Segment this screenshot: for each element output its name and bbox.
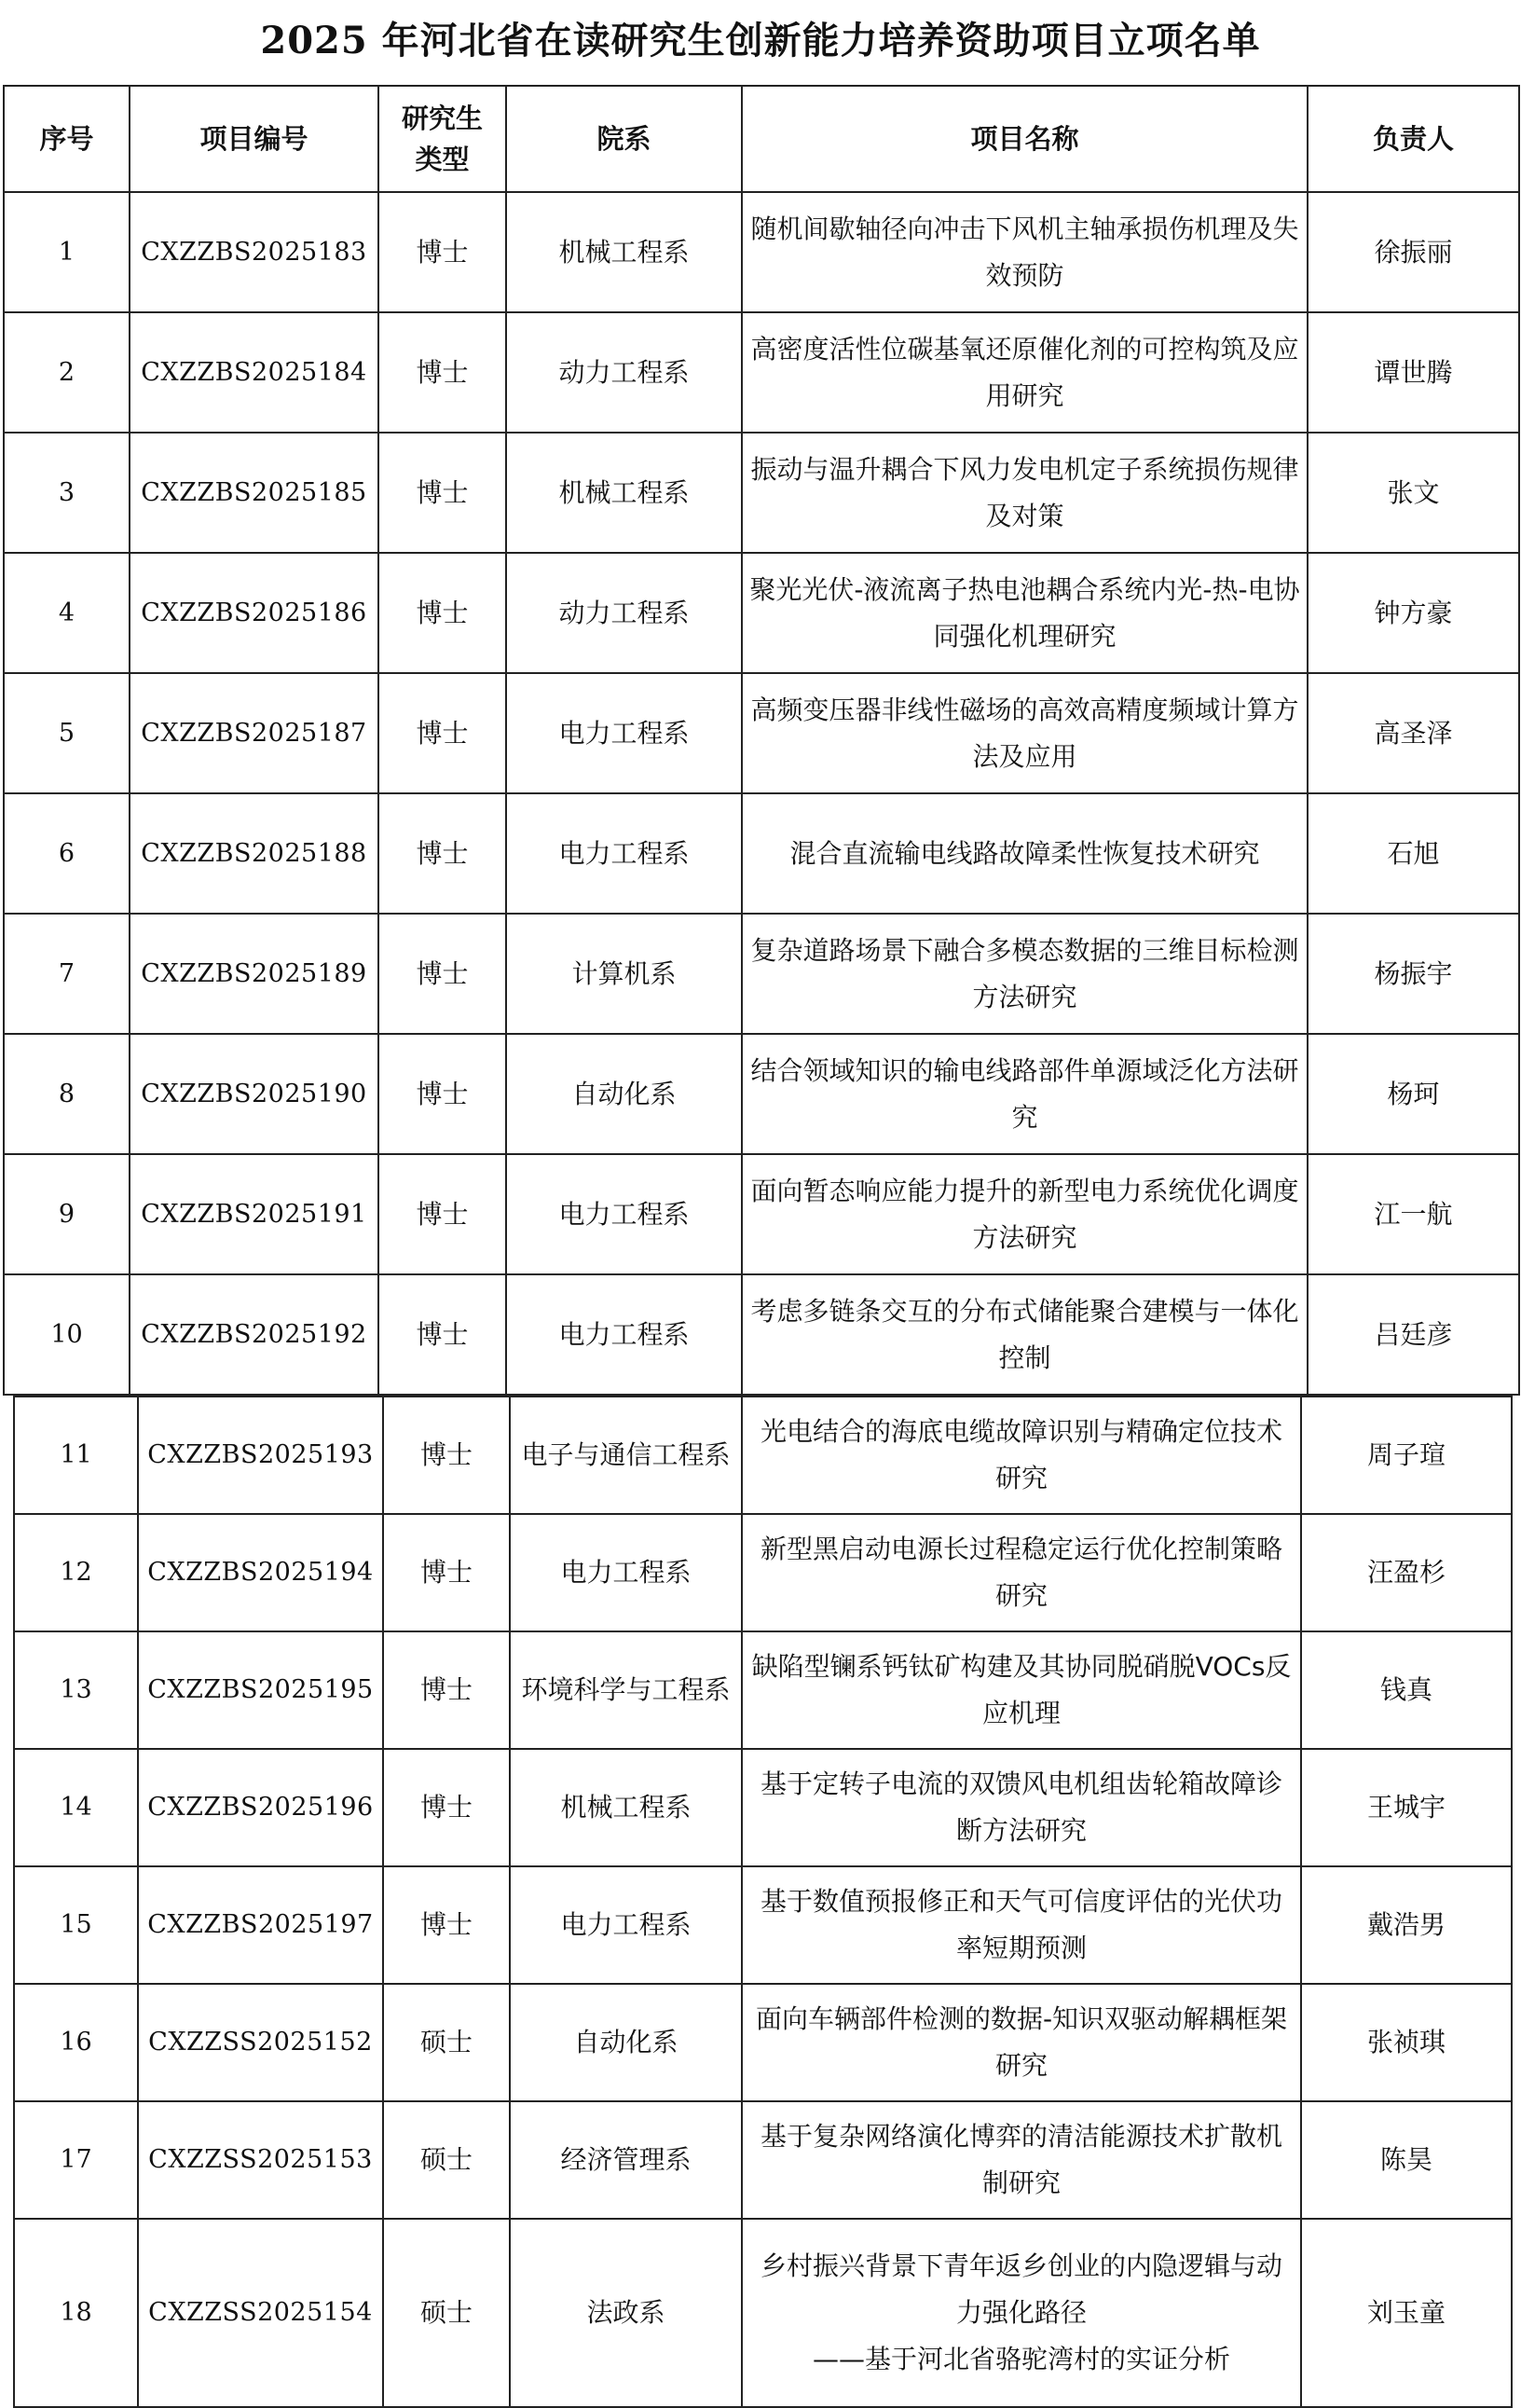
project-table-part-1 [3, 85, 1520, 1396]
header-type [378, 86, 506, 192]
row-type: 博士 [383, 1514, 510, 1631]
row-type: 博士 [378, 793, 506, 914]
row-type: 博士 [378, 192, 506, 312]
row-lead: 谭世腾 [1308, 312, 1519, 433]
row-seq: 12 [14, 1514, 138, 1631]
row-code: CXZZBS2025190 [130, 1034, 378, 1154]
row-project-name: 新型黑启动电源长过程稳定运行优化控制策略研究 [742, 1514, 1301, 1631]
row-seq: 4 [4, 553, 130, 673]
row-project-name: 基于定转子电流的双馈风电机组齿轮箱故障诊断方法研究 [742, 1749, 1301, 1866]
row-project-name: 考虑多链条交互的分布式储能聚合建模与一体化控制 [742, 1274, 1308, 1395]
table-row [4, 793, 1519, 914]
table-row [4, 312, 1519, 433]
row-seq: 5 [4, 673, 130, 793]
project-table-part-2 [13, 1396, 1513, 2408]
table-row [14, 1866, 1512, 1984]
row-code: CXZZBS2025192 [130, 1274, 378, 1395]
row-dept: 法政系 [510, 2219, 742, 2407]
row-project-name: 乡村振兴背景下青年返乡创业的内隐逻辑与动力强化路径 [760, 2250, 1282, 2328]
row-type: 博士 [383, 1866, 510, 1984]
row-code: CXZZSS2025152 [138, 1984, 383, 2101]
row-project-name: 基于数值预报修正和天气可信度评估的光伏功率短期预测 [742, 1866, 1301, 1984]
row-lead: 江一航 [1308, 1154, 1519, 1274]
row-project-name: 聚光光伏-液流离子热电池耦合系统内光-热-电协同强化机理研究 [742, 553, 1308, 673]
row-lead: 杨振宇 [1308, 914, 1519, 1034]
row-dept: 机械工程系 [506, 192, 742, 312]
table-row [14, 1514, 1512, 1631]
row-code: CXZZBS2025196 [138, 1749, 383, 1866]
table-row [4, 1154, 1519, 1274]
header-name: 项目名称 [742, 86, 1308, 192]
row-code: CXZZBS2025186 [130, 553, 378, 673]
row-lead: 吕廷彦 [1308, 1274, 1519, 1395]
table-row [14, 1984, 1512, 2101]
header-lead: 负责人 [1308, 86, 1519, 192]
row-seq: 3 [4, 433, 130, 553]
row-dept: 电力工程系 [506, 673, 742, 793]
row-type: 硕士 [383, 2219, 510, 2407]
row-type: 博士 [383, 1631, 510, 1749]
row-type: 博士 [378, 433, 506, 553]
row-code: CXZZBS2025191 [130, 1154, 378, 1274]
row-lead: 高圣泽 [1308, 673, 1519, 793]
row-seq: 1 [4, 192, 130, 312]
row-project-name: 缺陷型镧系钙钛矿构建及其协同脱硝脱VOCs反应机理 [742, 1631, 1301, 1749]
row-project-name: 光电结合的海底电缆故障识别与精确定位技术研究 [742, 1397, 1301, 1514]
row-dept: 动力工程系 [506, 553, 742, 673]
row-seq: 17 [14, 2101, 138, 2219]
row-code: CXZZBS2025187 [130, 673, 378, 793]
row-seq: 6 [4, 793, 130, 914]
row-lead: 张祯琪 [1301, 1984, 1512, 2101]
row-project-name: 结合领域知识的输电线路部件单源域泛化方法研究 [742, 1034, 1308, 1154]
row-project-subtitle: ——基于河北省骆驼湾村的实证分析 [812, 2344, 1230, 2374]
row-dept: 自动化系 [510, 1984, 742, 2101]
row-lead: 戴浩男 [1301, 1866, 1512, 1984]
row-seq: 15 [14, 1866, 138, 1984]
row-seq: 18 [14, 2219, 138, 2407]
row-type: 博士 [378, 1274, 506, 1395]
row-code: CXZZBS2025194 [138, 1514, 383, 1631]
row-project-name: 高频变压器非线性磁场的高效高精度频域计算方法及应用 [742, 673, 1308, 793]
row-lead: 张文 [1308, 433, 1519, 553]
table-row [4, 1274, 1519, 1395]
row-code: CXZZBS2025193 [138, 1397, 383, 1514]
row-lead: 周子瑄 [1301, 1397, 1512, 1514]
row-dept: 电力工程系 [506, 1274, 742, 1395]
row-project-name: 随机间歇轴径向冲击下风机主轴承损伤机理及失效预防 [742, 192, 1308, 312]
row-lead: 钟方豪 [1308, 553, 1519, 673]
row-lead: 刘玉童 [1301, 2219, 1512, 2407]
table-row [4, 673, 1519, 793]
row-type: 硕士 [383, 1984, 510, 2101]
row-seq: 7 [4, 914, 130, 1034]
row-seq: 16 [14, 1984, 138, 2101]
page-title: 2025 年河北省在读研究生创新能力培养资助项目立项名单 [260, 19, 1261, 62]
row-type: 硕士 [383, 2101, 510, 2219]
header-type-line-2: 类型 [415, 144, 470, 175]
row-dept: 计算机系 [506, 914, 742, 1034]
row-type: 博士 [378, 673, 506, 793]
table-row [14, 1397, 1512, 1514]
row-seq: 10 [4, 1274, 130, 1395]
table-row [4, 553, 1519, 673]
row-seq: 2 [4, 312, 130, 433]
table-row [4, 1034, 1519, 1154]
row-project-name: 振动与温升耦合下风力发电机定子系统损伤规律及对策 [742, 433, 1308, 553]
row-dept: 电子与通信工程系 [510, 1397, 742, 1514]
table-row [4, 433, 1519, 553]
row-project-name: 混合直流输电线路故障柔性恢复技术研究 [742, 793, 1308, 914]
table-row [14, 1631, 1512, 1749]
row-dept: 环境科学与工程系 [510, 1631, 742, 1749]
row-dept: 电力工程系 [506, 793, 742, 914]
row-dept: 自动化系 [506, 1034, 742, 1154]
table-row [14, 2219, 1512, 2407]
row-project-name-cell [742, 2219, 1301, 2407]
row-dept: 经济管理系 [510, 2101, 742, 2219]
row-type: 博士 [378, 1034, 506, 1154]
row-project-name: 基于复杂网络演化博弈的清洁能源技术扩散机制研究 [742, 2101, 1301, 2219]
row-code: CXZZBS2025189 [130, 914, 378, 1034]
table-header-row [4, 86, 1519, 192]
row-seq: 13 [14, 1631, 138, 1749]
table-row [14, 2101, 1512, 2219]
row-seq: 11 [14, 1397, 138, 1514]
row-lead: 徐振丽 [1308, 192, 1519, 312]
row-code: CXZZBS2025188 [130, 793, 378, 914]
table-row [14, 1749, 1512, 1866]
row-project-name: 面向暂态响应能力提升的新型电力系统优化调度方法研究 [742, 1154, 1308, 1274]
row-code: CXZZSS2025153 [138, 2101, 383, 2219]
row-type: 博士 [378, 553, 506, 673]
row-lead: 陈昊 [1301, 2101, 1512, 2219]
row-code: CXZZBS2025184 [130, 312, 378, 433]
row-seq: 9 [4, 1154, 130, 1274]
row-type: 博士 [378, 312, 506, 433]
row-seq: 8 [4, 1034, 130, 1154]
table-row [4, 914, 1519, 1034]
row-code: CXZZBS2025185 [130, 433, 378, 553]
row-seq: 14 [14, 1749, 138, 1866]
row-lead: 汪盈杉 [1301, 1514, 1512, 1631]
row-lead: 石旭 [1308, 793, 1519, 914]
row-dept: 电力工程系 [506, 1154, 742, 1274]
row-project-name: 面向车辆部件检测的数据-知识双驱动解耦框架研究 [742, 1984, 1301, 2101]
row-lead: 王城宇 [1301, 1749, 1512, 1866]
row-dept: 机械工程系 [510, 1749, 742, 1866]
row-type: 博士 [378, 1154, 506, 1274]
row-dept: 电力工程系 [510, 1514, 742, 1631]
header-dept: 院系 [506, 86, 742, 192]
row-type: 博士 [383, 1749, 510, 1866]
row-code: CXZZBS2025197 [138, 1866, 383, 1984]
row-dept: 机械工程系 [506, 433, 742, 553]
row-dept: 电力工程系 [510, 1866, 742, 1984]
row-project-name: 高密度活性位碳基氧还原催化剂的可控构筑及应用研究 [742, 312, 1308, 433]
row-lead: 钱真 [1301, 1631, 1512, 1749]
row-project-name: 复杂道路场景下融合多模态数据的三维目标检测方法研究 [742, 914, 1308, 1034]
header-type-line-1: 研究生 [401, 103, 483, 134]
row-type: 博士 [378, 914, 506, 1034]
table-row [4, 192, 1519, 312]
row-code: CXZZBS2025195 [138, 1631, 383, 1749]
row-code: CXZZBS2025183 [130, 192, 378, 312]
row-code: CXZZSS2025154 [138, 2219, 383, 2407]
header-code: 项目编号 [130, 86, 378, 192]
row-lead: 杨珂 [1308, 1034, 1519, 1154]
row-type: 博士 [383, 1397, 510, 1514]
header-seq: 序号 [4, 86, 130, 192]
row-dept: 动力工程系 [506, 312, 742, 433]
